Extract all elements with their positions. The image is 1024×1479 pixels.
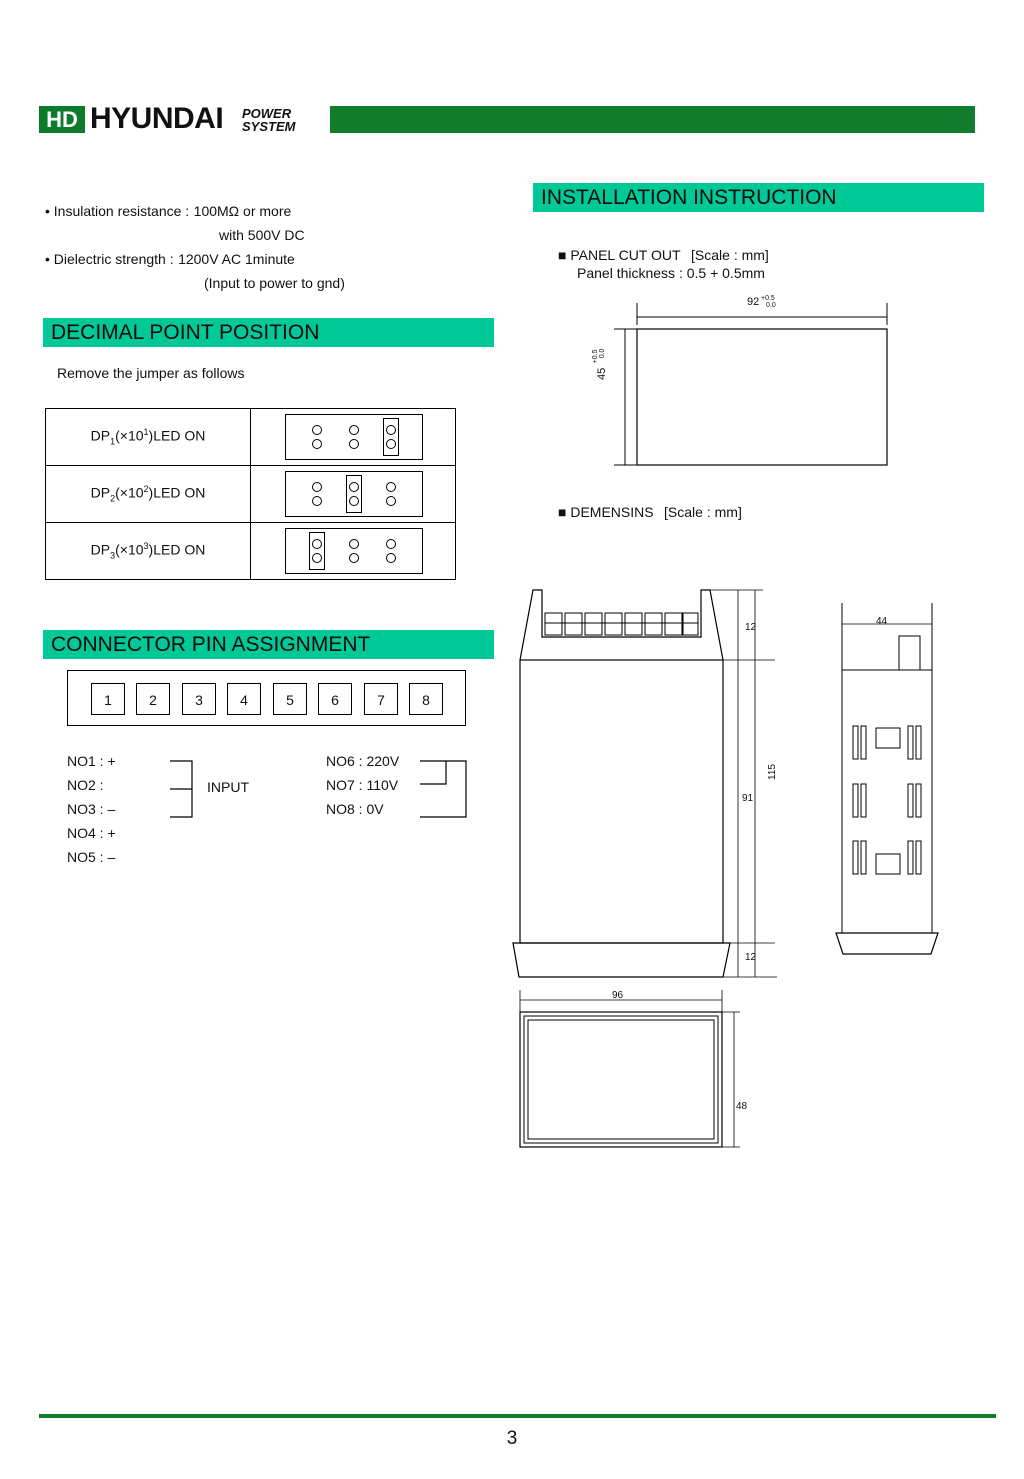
pin-list-left xyxy=(67,749,116,869)
input-label: INPUT xyxy=(207,779,249,795)
cutout-label: ■ PANEL CUT OUT xyxy=(558,247,681,263)
jumper-cap xyxy=(309,532,325,570)
connector-pin: 3 xyxy=(182,683,216,715)
section-title-connector: CONNECTOR PIN ASSIGNMENT xyxy=(43,630,494,659)
table-row xyxy=(46,466,456,523)
panel-thickness: Panel thickness : 0.5 + 0.5mm xyxy=(577,265,765,281)
logo-brand-name: HYUNDAI xyxy=(90,102,224,135)
dim-12-bottom: 12 xyxy=(745,952,757,963)
logo-hd-badge: HD xyxy=(39,106,85,133)
dimensions-heading xyxy=(558,504,742,522)
cutout-width-dim: 92 xyxy=(747,296,760,308)
list-item: NO4 : + xyxy=(67,825,116,841)
insulation-label: • Insulation resistance : xyxy=(45,203,190,219)
connector-pin: 7 xyxy=(364,683,398,715)
dielectric-value: 1200V AC 1minute xyxy=(178,251,295,267)
jumper-diagram-2 xyxy=(251,466,456,523)
jumper-cap xyxy=(383,418,399,456)
decimal-note: Remove the jumper as follows xyxy=(57,365,245,381)
connector-block xyxy=(67,670,466,726)
dims-label: ■ DEMENSINS xyxy=(558,504,654,520)
power-bracket xyxy=(416,755,472,825)
dim-48: 48 xyxy=(736,1101,748,1112)
list-item: NO2 : xyxy=(67,777,104,793)
table-row xyxy=(46,523,456,580)
dp-label-3: $DP_3(\times 10^3)LED$ ON xyxy=(46,523,251,580)
front-view-drawing xyxy=(512,985,747,1155)
panel-cutout-drawing xyxy=(600,295,900,475)
dielectric-value-2: (Input to power to gnd) xyxy=(204,275,345,291)
list-item: NO6 : 220V xyxy=(326,753,400,769)
cutout-scale: [Scale : mm] xyxy=(691,247,769,263)
footer-bar xyxy=(39,1414,996,1418)
dim-96: 96 xyxy=(612,990,624,1001)
header-bar xyxy=(330,106,975,133)
cutout-width-tolerance: +0.5 0.0 xyxy=(761,295,776,309)
dims-scale: [Scale : mm] xyxy=(664,504,742,520)
jumper-diagram-3 xyxy=(251,523,456,580)
dielectric-label: • Dielectric strength : xyxy=(45,251,174,267)
connector-pin: 8 xyxy=(409,683,443,715)
connector-pin: 5 xyxy=(273,683,307,715)
insulation-value-2: with 500V DC xyxy=(219,227,305,243)
cutout-height-dim: 45 +0.5 0.0 xyxy=(592,348,608,380)
list-item: NO5 : – xyxy=(67,849,116,865)
list-item: NO3 : – xyxy=(67,801,116,817)
insulation-value: 100MΩ or more xyxy=(193,203,292,219)
logo-sub-system: SYSTEM xyxy=(242,119,296,134)
dim-115: 115 xyxy=(767,764,778,780)
section-title-decimal: DECIMAL POINT POSITION xyxy=(43,318,494,347)
connector-pin: 4 xyxy=(227,683,261,715)
end-view-drawing xyxy=(830,598,945,958)
spec-insulation xyxy=(45,203,291,221)
side-view-drawing xyxy=(505,585,795,985)
page-number: 3 xyxy=(506,1428,518,1449)
list-item: NO7 : 110V xyxy=(326,777,399,793)
dim-12-top: 12 xyxy=(745,622,757,633)
spec-dielectric xyxy=(45,251,295,269)
connector-pin: 1 xyxy=(91,683,125,715)
dim-91: 91 xyxy=(742,793,754,804)
list-item: NO1 : + xyxy=(67,753,116,769)
panel-cutout-heading xyxy=(558,247,769,265)
connector-pin: 6 xyxy=(318,683,352,715)
logo-sub-power: POWER xyxy=(242,106,292,121)
jumper-cap xyxy=(346,475,362,513)
dp-label-1: $DP_1(\times 10^1)LED$ ON xyxy=(46,409,251,466)
jumper-diagram-1 xyxy=(251,409,456,466)
connector-pin: 2 xyxy=(136,683,170,715)
section-title-installation: INSTALLATION INSTRUCTION xyxy=(533,183,984,212)
table-row xyxy=(46,409,456,466)
dim-44: 44 xyxy=(876,616,888,627)
dp-label-2: $DP_2(\times 10^2)LED$ ON xyxy=(46,466,251,523)
logo-subtitle xyxy=(242,107,295,133)
input-bracket xyxy=(165,755,205,825)
pin-list-right xyxy=(326,749,399,821)
list-item: NO8 : 0V xyxy=(326,801,384,817)
decimal-point-table xyxy=(45,408,456,580)
